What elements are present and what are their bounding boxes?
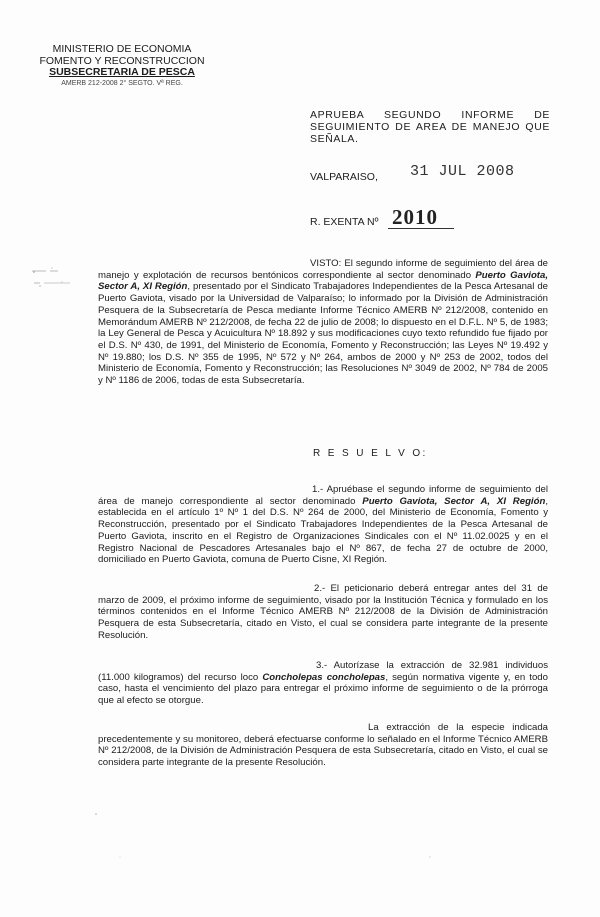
visto-rest: , presentado por el Sindicato Trabajadores Independientes de la Pesca Artesanal de Puerto Gaviota, visado por la Universidad de Valparaíso; lo informado por la División de Administración Pesquera de la Subsecretaría de Pesca mediante Informe Técnico AMERB Nº 212/2008, contenido en Memorándum AMERB Nº 212/2008, de fecha 22 de julio de 2008; lo dispuesto en el D.F.L. Nº 5, de 1983; la Ley General de Pesca y Acuicultura Nº 18.892 y sus modificaciones cuyo texto refundido fue fijado por el D.S. Nº 430, de 1991, del Ministerio de Economía, Fomento y Reconstrucción; las Leyes Nº 19.492 y Nº 19.880; los D.S. Nº 355 de 1995, Nº 572 y Nº 264, ambos de 2000 y Nº 253 de 2002, todos del Ministerio de Economía, Fomento y Reconstrucción; las Resoluciones Nº 3049 de 2002, Nº 784 de 2005 y Nº 1186 de 2006, todas de esta Subsecretaría. — [98, 281, 548, 387]
subsecretaria-name: SUBSECRETARIA DE PESCA — [49, 66, 195, 78]
resolution-number: 2010 — [392, 205, 438, 229]
ministry-name: MINISTERIO DE ECONOMIA — [52, 43, 192, 55]
article-3-lead: 3.- Autorízase la extracción de 32.981 individuos (11.000 kilogramos) del recurso loco — [98, 660, 548, 683]
article-3-rest: , según normativa vigente y, en todo caso, hasta el vencimiento del plazo para entregar el próximo informe de seguimiento o de la prórroga que al efecto se otorgue. — [98, 671, 548, 707]
article-1 — [98, 484, 548, 566]
signature-underline — [388, 228, 454, 229]
resolution-number-block — [310, 205, 550, 231]
visto-paragraph — [98, 258, 548, 387]
article-3-continuation — [98, 722, 548, 769]
date-stamp: 31 JUL 2008 — [410, 163, 515, 180]
place-date — [310, 163, 550, 185]
resolution-label: R. EXENTA Nº — [310, 216, 379, 228]
species-name: Concholepas concholepas — [262, 671, 386, 683]
ministry-header — [22, 44, 222, 88]
ministry-department: FOMENTO Y RECONSTRUCCION — [39, 54, 205, 67]
article-1-lead: 1.- Apruébase el segundo informe de seguimiento del área de manejo correspondiente al sector denominado — [98, 484, 548, 507]
margin-stamp — [30, 265, 80, 295]
place-name: VALPARAISO, — [310, 171, 378, 183]
article-2 — [98, 583, 548, 642]
resuelvo-heading: R E S U E L V O: — [313, 448, 428, 459]
margin-marks-svg — [30, 265, 80, 295]
article-3-continuation-text: La extracción de la especie indicada precedentemente y su monitoreo, deberá efectuarse conforme lo señalado en el Informe Técnico AMERB Nº 212/2008, de la División de Administración Pesquera de esta Subsecretaría, citado en Visto, el cual se considera parte integrante de la presente Resolución. — [98, 722, 548, 769]
article-3 — [98, 660, 548, 707]
article-1-sector: Puerto Gaviota, Sector A, XI Región — [362, 495, 546, 507]
visto-sector: Puerto Gaviota, Sector A, XI Región — [98, 269, 548, 293]
visto-lead: VISTO: El segundo informe de seguimiento del área de manejo y explotación de recursos bentónicos correspondiente al sector denominado — [98, 258, 548, 281]
resolution-title: APRUEBA SEGUNDO INFORME DE SEGUIMIENTO DE AREA DE MANEJO QUE SEÑALA. — [310, 109, 550, 145]
article-2-text: 2.- El peticionario deberá entregar antes del 31 de marzo de 2009, el próximo informe de seguimiento, visado por la Institución Técnica y formulado en los términos contenidos en el Informe Técnico AMERB Nº 212/2008 de la División de Administración Pesquera de esta Subsecretaría, citado en Visto, el cual se considera parte integrante de la presente Resolución. — [98, 583, 548, 641]
reference-code: AMERB 212-2008 2° SEGTO. Vª REG. — [61, 79, 183, 87]
article-1-rest: , establecida en el artículo 1º Nº 1 del D.S. Nº 264 de 2000, del Ministerio de Economía, Fomento y Reconstrucción, presentado por el Sindicato Trabajadores Independientes de la Pesca Artesanal de Puerto Gaviota, inscrito en el Registro de Organizaciones Sindicales con el Nº 11.02.0025 y en el Registro Nacional de Pescadores Artesanales bajo el Nº 867, de fecha 27 de octubre de 2000, domiciliado en Puerto Gaviota, comuna de Puerto Cisne, XI Región. — [98, 495, 548, 566]
